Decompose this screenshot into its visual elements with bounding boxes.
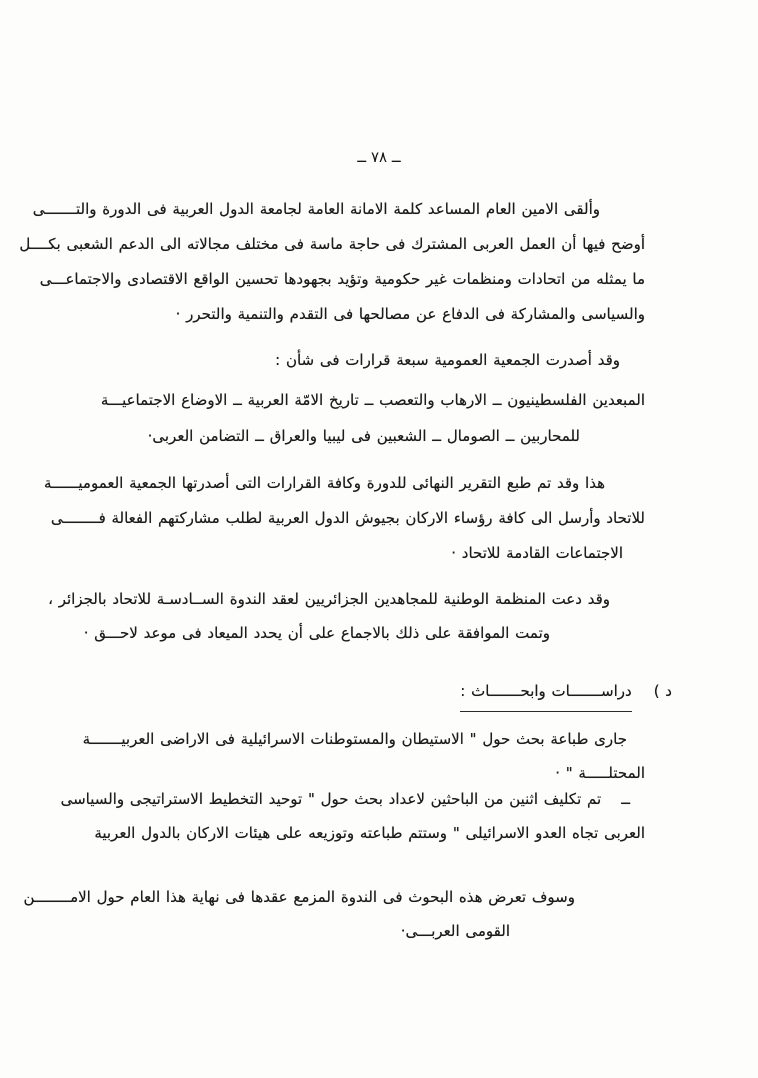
text-line: وقد دعت المنظمة الوطنية للمجاهدين الجزائريين لعقد الندوة الســادسـة للاتحاد بالجزائر ، — [48, 590, 610, 608]
text-line: للمحاربين ــ الصومال ــ الشعبين فى ليبيا والعراق ــ التضامن العربى· — [147, 427, 580, 445]
paragraph-symposium-presentation — [23, 880, 645, 948]
text-line: وألقى الامين العام المساعد كلمة الامانة العامة لجامعة الدول العربية فى الدورة والتـــــــى — [32, 200, 600, 218]
paragraph-settlements-study — [82, 722, 645, 790]
text-line: وسوف تعرض هذه البحوث فى الندوة المزمع عقدها فى نهاية هذا العام حول الامــــــــن — [23, 888, 575, 906]
text-line: القومى العربـــى· — [400, 922, 510, 940]
text-line: هذا وقد تم طبع التقرير النهائى للدورة وكافة القرارات التى أصدرتها الجمعية العموميــــــة — [43, 474, 605, 492]
section-d-title: دراســـــــات وابحـــــــاث : — [460, 676, 631, 712]
text-line — [60, 782, 645, 816]
paragraph-assembly-resolutions — [95, 342, 645, 454]
paragraph-secretary-speech — [19, 192, 645, 332]
paragraph-researchers-assignment — [60, 782, 645, 850]
text-line: والسياسى والمشاركة فى الدفاع عن مصالحها فى التقدم والتنمية والتحرر · — [175, 305, 645, 323]
text-line: المبعدين الفلسطينيون ــ الارهاب والتعصب ــ تاريخ الامّة العربية ــ الاوضاع الاجتماعيـــة — [100, 391, 645, 409]
text-line: وقد أصدرت الجمعية العمومية سبعة قرارات فى شأن : — [275, 351, 620, 369]
text-line: وتمت الموافقة على ذلك بالاجماع على أن يحدد الميعاد فى موعد لاحـــق · — [83, 624, 550, 642]
paragraph-algeria-invitation — [48, 582, 645, 650]
text-line: للاتحاد وأرسل الى كافة رؤساء الاركان بجيوش الدول العربية لطلب مشاركتهم الفعالة فــــــــى — [50, 509, 645, 527]
text-line: الاجتماعات القادمة للاتحاد · — [451, 544, 623, 562]
text-line: جارى طباعة بحث حول " الاستيطان والمستوطنات الاسرائيلية فى الاراضى العربيـــــــة — [82, 730, 627, 748]
section-d-header — [95, 676, 672, 712]
section-d-marker: د ) — [653, 682, 672, 700]
dash-bullet: ــ — [621, 790, 630, 808]
paragraph-final-report-printing — [43, 466, 645, 571]
text-line: ما يمثله من اتحادات ومنظمات غير حكومية وتؤيد بجهودها تحسين الواقع الاقتصادى والاجتماعـــى — [39, 270, 645, 288]
page-number: ــ ٧٨ ــ — [357, 148, 401, 166]
text-line-content: تم تكليف اثنين من الباحثين لاعداد بحث حول " توحيد التخطيط الاستراتيجى والسياسى — [60, 790, 602, 808]
text-line: أوضح فيها أن العمل العربى المشترك فى حاجة ماسة فى مختلف مجالاته الى الدعم الشعبى بكــــل — [19, 235, 645, 253]
text-line: المحتلـــــة " · — [555, 764, 645, 782]
text-line: العربى تجاه العدو الاسرائيلى " وستتم طباعته وتوزيعه على هيئات الاركان بالدول العربية — [94, 824, 645, 842]
